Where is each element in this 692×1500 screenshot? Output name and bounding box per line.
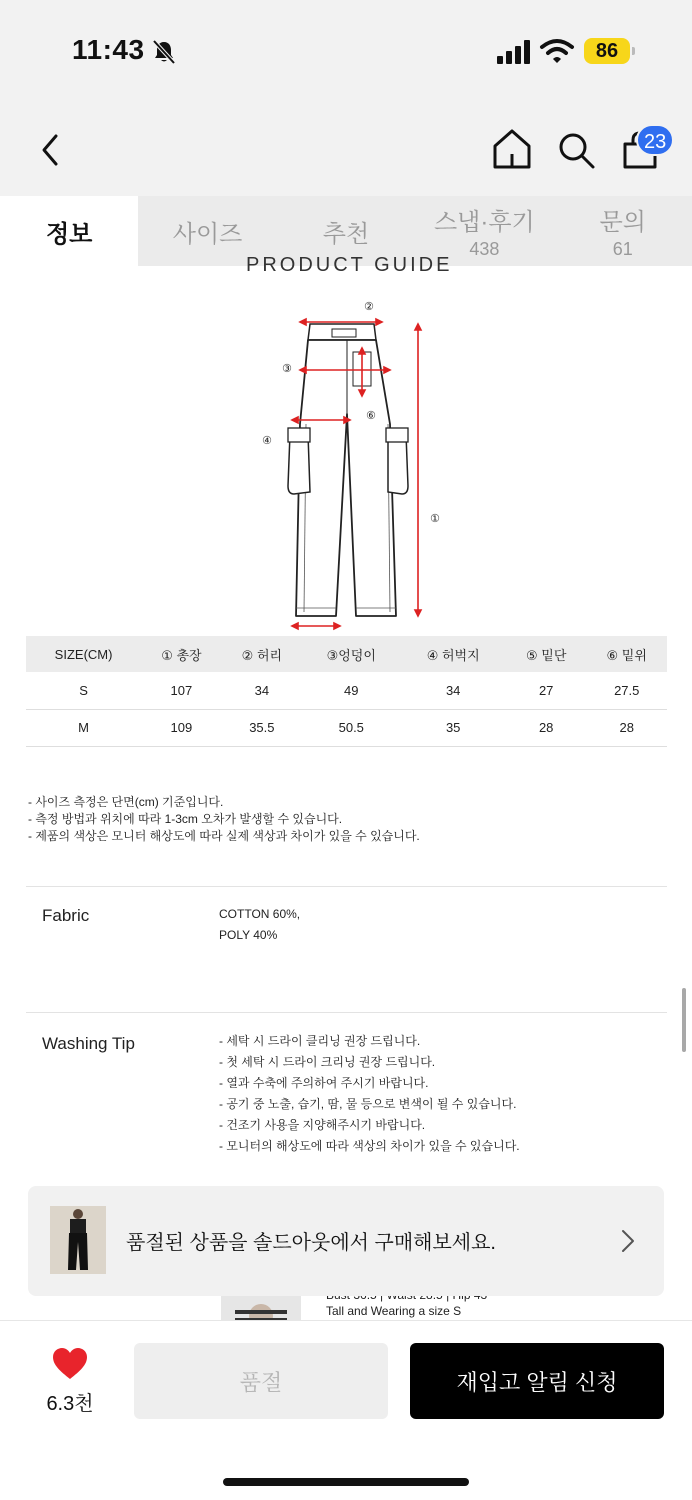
divider xyxy=(26,886,667,887)
battery-level: 86 xyxy=(595,40,619,62)
tab-info[interactable] xyxy=(0,196,138,266)
like-count: 6.3천 xyxy=(46,1393,94,1415)
table-header-row xyxy=(26,636,667,672)
column-header: ⑤ 밑단 xyxy=(506,636,586,672)
product-guide-title: PRODUCT GUIDE xyxy=(246,254,453,276)
washing-line: - 열과 수축에 주의하여 주시기 바랍니다. xyxy=(219,1076,429,1090)
table-cell: 27 xyxy=(506,672,586,709)
washing-line: - 첫 세탁 시 드라이 크리닝 권장 드립니다. xyxy=(219,1055,436,1069)
table-cell: 27.5 xyxy=(586,672,667,709)
bell-slash-icon xyxy=(150,38,178,66)
battery-indicator xyxy=(584,38,636,64)
tab-inquiry[interactable] xyxy=(554,196,692,266)
soldout-button[interactable]: 품절 xyxy=(134,1343,388,1419)
chevron-right-icon xyxy=(620,1228,636,1254)
table-row xyxy=(26,672,667,709)
tab-label: 정보 xyxy=(46,220,93,248)
size-table xyxy=(26,636,667,747)
column-header: SIZE(CM) xyxy=(26,636,141,672)
model-size-text: Tall and Wearing a size S xyxy=(326,1304,462,1318)
table-cell: 35.5 xyxy=(222,709,302,746)
table-cell: S xyxy=(26,672,141,709)
table-cell: 34 xyxy=(400,672,506,709)
tab-label: 추천 xyxy=(322,220,370,248)
washing-line: - 모니터의 해상도에 따라 색상의 차이가 있을 수 있습니다. xyxy=(219,1139,520,1153)
marker-4: ④ xyxy=(262,434,272,447)
washing-line: - 세탁 시 드라이 클리닝 권장 드립니다. xyxy=(219,1034,421,1048)
table-cell: 34 xyxy=(222,672,302,709)
product-thumbnail xyxy=(50,1206,106,1274)
column-header: ① 총장 xyxy=(141,636,221,672)
scrollbar-thumb[interactable] xyxy=(682,988,686,1052)
table-cell: M xyxy=(26,709,141,746)
table-cell: 50.5 xyxy=(302,709,400,746)
table-cell: 35 xyxy=(400,709,506,746)
wifi-icon xyxy=(540,38,574,64)
pants-measurement-diagram xyxy=(250,294,450,624)
fabric-label: Fabric xyxy=(42,906,90,925)
restock-alert-button[interactable]: 재입고 알림 신청 xyxy=(410,1343,664,1419)
measurement-notes xyxy=(28,794,420,845)
tab-count: 61 xyxy=(612,239,633,259)
table-row xyxy=(26,709,667,746)
table-cell: 28 xyxy=(586,709,667,746)
marker-6: ⑥ xyxy=(366,409,376,422)
fabric-line: POLY 40% xyxy=(219,928,278,942)
column-header: ② 허리 xyxy=(222,636,302,672)
column-header: ④ 허벅지 xyxy=(400,636,506,672)
marker-1: ① xyxy=(430,512,440,525)
home-icon[interactable] xyxy=(492,128,532,170)
table-cell: 28 xyxy=(506,709,586,746)
marker-3: ③ xyxy=(282,362,292,375)
washing-line: - 건조기 사용을 지양해주시기 바랍니다. xyxy=(219,1118,426,1132)
column-header: ③엉덩이 xyxy=(302,636,400,672)
home-indicator xyxy=(223,1478,469,1486)
washing-tip-label: Washing Tip xyxy=(42,1034,135,1053)
column-header: ⑥ 밑위 xyxy=(586,636,667,672)
note-line: - 측정 방법과 위치에 따라 1-3cm 오차가 발생할 수 있습니다. xyxy=(28,812,343,826)
tab-label: 스냅·후기 xyxy=(434,209,535,236)
tab-label: 문의 xyxy=(599,209,646,236)
status-bar xyxy=(0,0,692,100)
search-icon[interactable] xyxy=(556,130,596,170)
back-arrow-icon[interactable] xyxy=(36,130,64,170)
table-cell: 49 xyxy=(302,672,400,709)
cart-count-badge: 23 xyxy=(636,124,674,156)
fabric-details xyxy=(219,904,300,946)
tab-count: 438 xyxy=(469,239,500,259)
fabric-line: COTTON 60%, xyxy=(219,907,301,921)
top-nav-bar xyxy=(0,100,692,196)
heart-icon[interactable] xyxy=(52,1347,88,1381)
note-line: - 제품의 색상은 모니터 해상도에 따라 실제 색상과 차이가 있을 수 있습니다. xyxy=(28,829,420,843)
soldout-banner[interactable] xyxy=(28,1186,664,1296)
washing-line: - 공기 중 노출, 습기, 땀, 물 등으로 변색이 될 수 있습니다. xyxy=(219,1097,517,1111)
table-cell: 109 xyxy=(141,709,221,746)
status-time: 11:43 xyxy=(72,34,145,65)
note-line: - 사이즈 측정은 단면(cm) 기준입니다. xyxy=(28,795,224,809)
washing-tip-details xyxy=(219,1031,520,1157)
table-cell: 107 xyxy=(141,672,221,709)
product-detail-content[interactable] xyxy=(0,254,692,1320)
purchase-bar xyxy=(0,1320,692,1500)
cellular-signal-icon xyxy=(496,40,532,64)
tab-label: 사이즈 xyxy=(172,220,243,248)
marker-2: ② xyxy=(364,300,374,313)
soldout-banner-text: 품절된 상품을 솔드아웃에서 구매해보세요. xyxy=(126,1232,496,1254)
divider xyxy=(26,1012,667,1013)
